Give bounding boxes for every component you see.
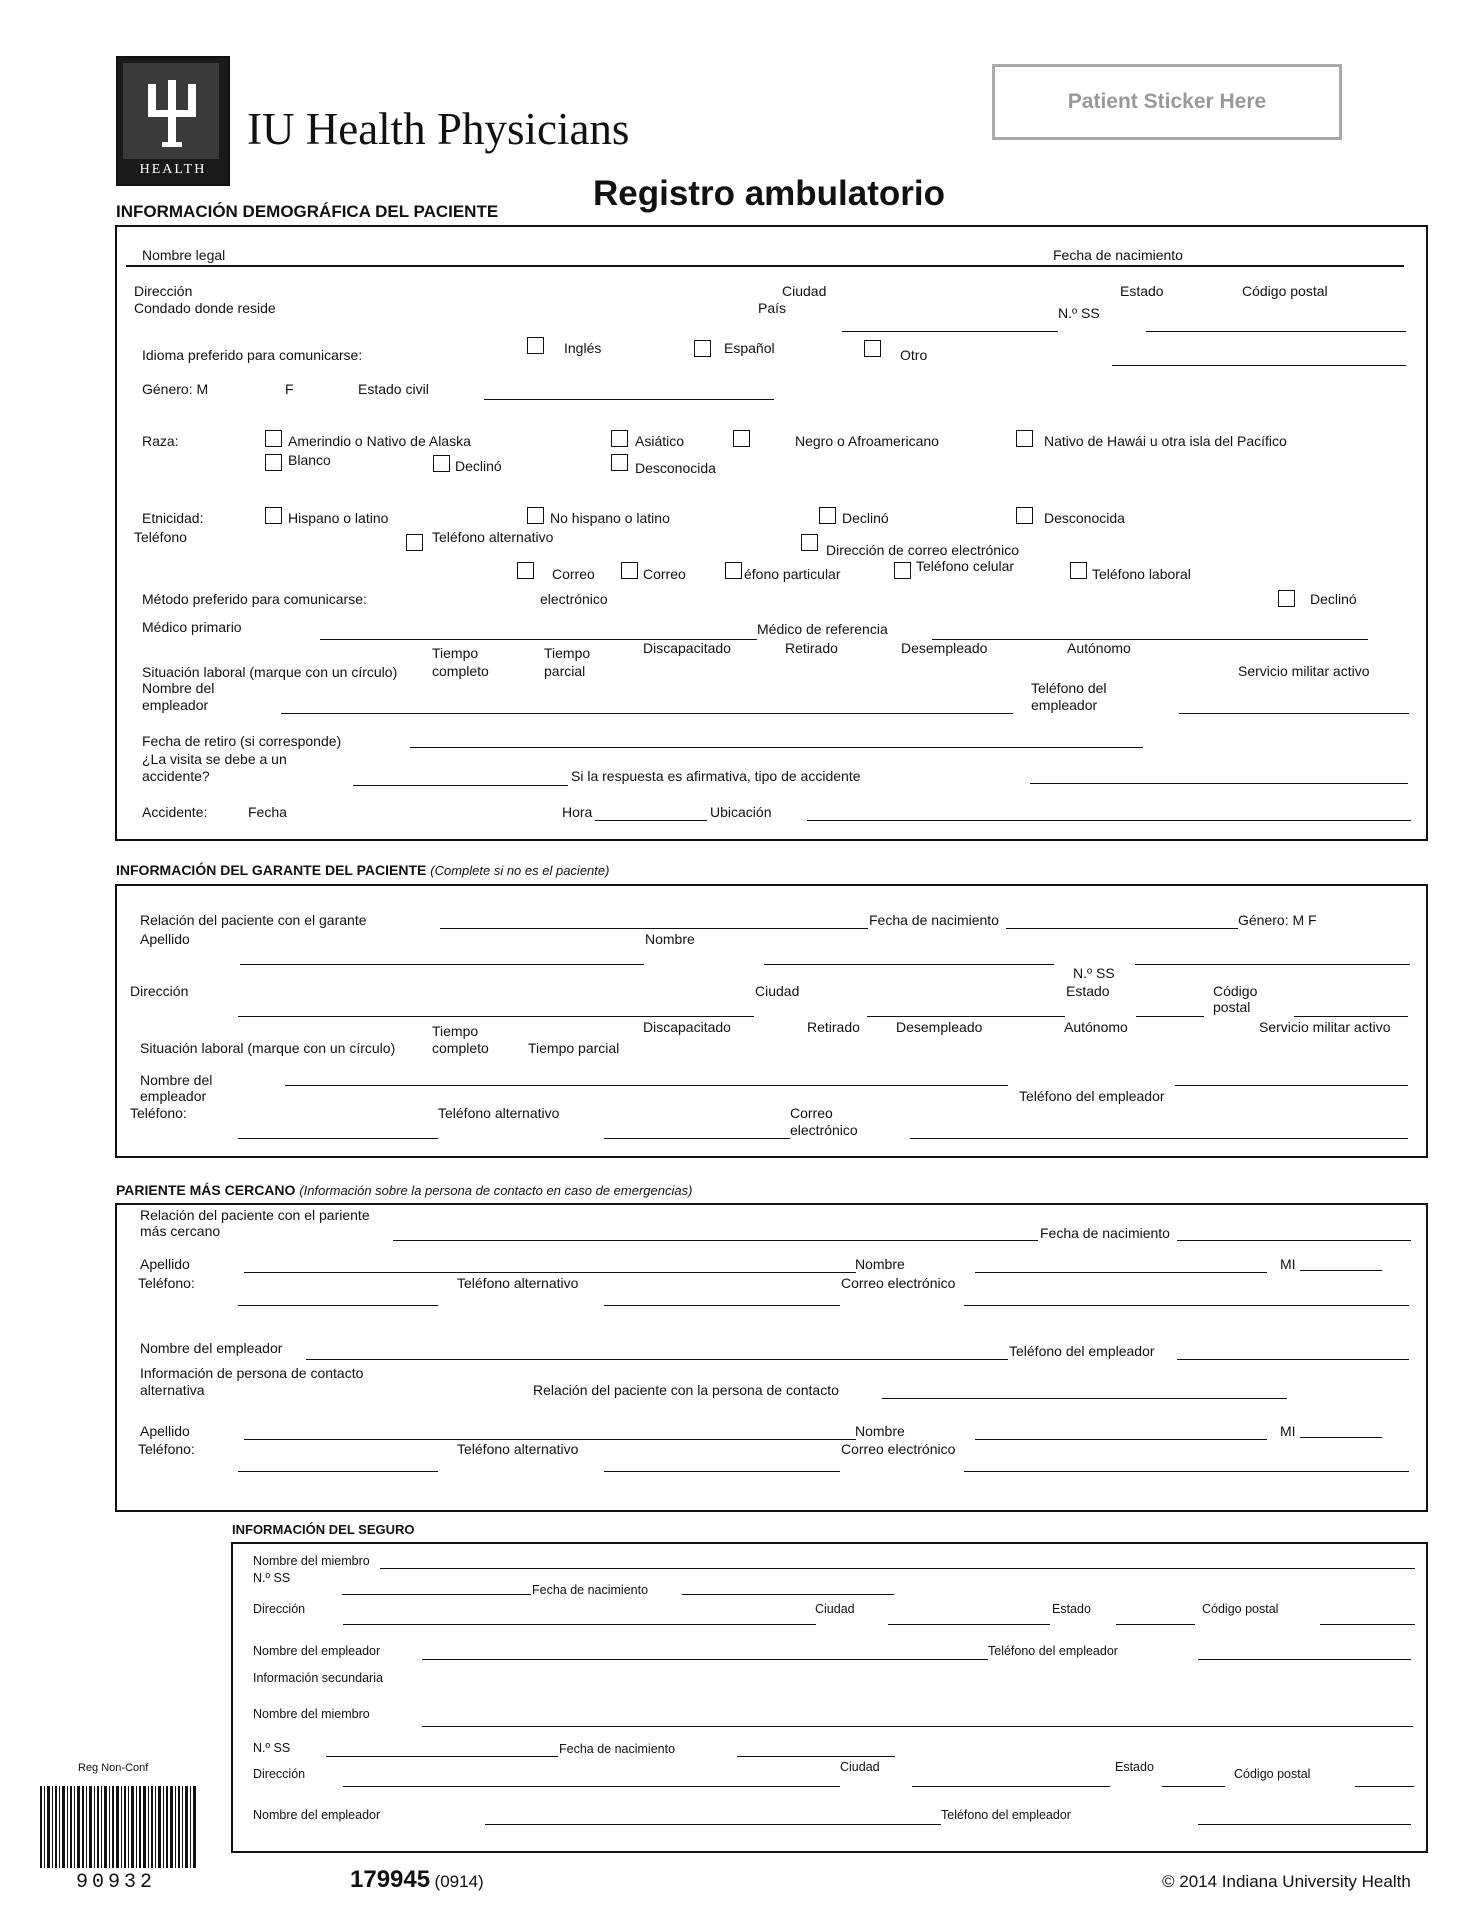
race-label: Raza: <box>142 433 179 449</box>
zip-label: Código postal <box>1242 283 1328 299</box>
r-birth-date-line[interactable] <box>1177 1240 1411 1241</box>
cm-work-checkbox[interactable] <box>1070 562 1087 579</box>
barcode-number: 90932 <box>76 1871 157 1894</box>
employer-name-line[interactable] <box>281 713 1013 714</box>
g-employer-name-label-2: empleador <box>140 1088 207 1104</box>
i-member-name2-label: Nombre del miembro <box>253 1707 370 1721</box>
g-first-name-line[interactable] <box>764 964 1054 965</box>
r-alt-contact-label-2: alternativa <box>140 1382 205 1398</box>
g-alt-phone-line[interactable] <box>604 1138 790 1139</box>
g-emp-fulltime-label-2: completo <box>432 1040 489 1056</box>
i-member-name-line[interactable] <box>380 1568 1415 1569</box>
g-email-label-2: electrónico <box>790 1122 858 1138</box>
i-birth-date2-label: Fecha de nacimiento <box>559 1742 676 1756</box>
guarantor-note: (Complete si no es el paciente) <box>430 863 610 878</box>
r-first-name2-label: Nombre <box>855 1423 905 1439</box>
language-label: Idioma preferido para comunicarse: <box>142 347 363 363</box>
r-employer-name-line[interactable] <box>306 1359 1008 1360</box>
r-alt-phone-line[interactable] <box>604 1305 840 1306</box>
r-phone-label: Teléfono: <box>138 1275 195 1291</box>
emp-fulltime-label-2: completo <box>432 663 489 679</box>
race-declined-label: Declinó <box>455 458 502 474</box>
org-name: IU Health Physicians <box>247 104 630 154</box>
i-state-label: Estado <box>1052 1602 1091 1616</box>
g-ssn-label: N.º SS <box>1073 965 1115 981</box>
g-zip-line[interactable] <box>1294 1016 1408 1017</box>
g-state-line[interactable] <box>1136 1016 1204 1017</box>
eth-nonhispanic-checkbox[interactable] <box>527 507 544 524</box>
gender-f-label: F <box>285 381 294 397</box>
g-employer-name-label-1: Nombre del <box>140 1072 213 1088</box>
i-address2-label: Dirección <box>253 1767 306 1781</box>
race-white-label: Blanco <box>288 452 331 468</box>
referring-doctor-line[interactable] <box>932 639 1368 640</box>
i-city2-line[interactable] <box>912 1786 1110 1787</box>
i-ssn-line[interactable] <box>342 1594 531 1595</box>
i-zip-label: Código postal <box>1202 1602 1279 1616</box>
g-birth-date-label: Fecha de nacimiento <box>869 912 999 928</box>
lang-en-label: Inglés <box>564 340 602 356</box>
cm-declined-checkbox[interactable] <box>1278 590 1295 607</box>
eth-hispanic-label: Hispano o latino <box>288 510 389 526</box>
i-birth-date2-line[interactable] <box>737 1756 895 1757</box>
page-title: Registro ambulatorio <box>593 174 945 213</box>
employer-name-label-2: empleador <box>142 697 209 713</box>
emp-retired-label: Retirado <box>785 640 838 656</box>
form-number-value: 179945 <box>350 1866 431 1893</box>
acc-date-label: Fecha <box>248 804 287 820</box>
patient-sticker-box <box>992 64 1342 140</box>
accident-type-label: Si la respuesta es afirmativa, tipo de accidente <box>571 768 861 784</box>
race-asian-label: Asiático <box>635 433 685 449</box>
r-mi2-label: MI <box>1280 1423 1296 1439</box>
g-last-name-line[interactable] <box>240 964 644 965</box>
emp-self-label: Autónomo <box>1067 640 1131 656</box>
city-label: Ciudad <box>782 283 827 299</box>
cm-electronic-label: electrónico <box>540 591 608 607</box>
race-hawaiian-label: Nativo de Hawái u otra isla del Pacífico <box>1044 433 1287 449</box>
form-number <box>350 1866 484 1894</box>
g-state-label: Estado <box>1066 983 1110 999</box>
retire-date-label: Fecha de retiro (si corresponde) <box>142 733 342 749</box>
g-alt-phone-label: Teléfono alternativo <box>438 1105 560 1121</box>
r-email2-line[interactable] <box>964 1471 1409 1472</box>
g-relation-line[interactable] <box>440 928 868 929</box>
eth-unknown-checkbox[interactable] <box>1016 507 1033 524</box>
g-city-line[interactable] <box>867 1016 1065 1017</box>
g-employer-phone-line[interactable] <box>1175 1085 1408 1086</box>
i-employer-phone-line[interactable] <box>1198 1659 1411 1660</box>
g-first-name-label: Nombre <box>645 931 695 947</box>
g-employment-label: Situación laboral (marque con un círculo) <box>140 1040 396 1056</box>
i-ssn2-label: N.º SS <box>253 1741 291 1755</box>
i-member-name-label: Nombre del miembro <box>253 1554 370 1568</box>
i-employer-name2-label: Nombre del empleador <box>253 1808 381 1822</box>
eth-declined-label: Declinó <box>842 510 889 526</box>
lang-en-checkbox[interactable] <box>527 337 544 354</box>
insurance-section <box>231 1542 1428 1853</box>
r-alt-relation-label: Relación del paciente con la persona de contacto <box>533 1382 839 1398</box>
emp-fulltime-label-1: Tiempo <box>432 645 479 661</box>
i-address-label: Dirección <box>253 1602 306 1616</box>
employer-phone-label-1: Teléfono del <box>1031 680 1107 696</box>
emp-disabled-label: Discapacitado <box>643 640 731 656</box>
i-address2-line[interactable] <box>343 1786 840 1787</box>
acc-time-line[interactable] <box>595 820 707 821</box>
g-address-label: Dirección <box>130 983 189 999</box>
g-employer-phone-label: Teléfono del empleador <box>1019 1088 1165 1104</box>
race-asian-checkbox[interactable] <box>611 430 628 447</box>
ssn-line[interactable] <box>1146 331 1406 332</box>
cm-work-label: Teléfono laboral <box>1092 566 1191 582</box>
g-relation-label: Relación del paciente con el garante <box>140 912 367 928</box>
cm-email-checkbox[interactable] <box>517 562 534 579</box>
g-employer-name-line[interactable] <box>285 1085 1008 1086</box>
lang-es-label: Español <box>724 340 775 356</box>
eth-hispanic-checkbox[interactable] <box>265 507 282 524</box>
eth-unknown-label: Desconocida <box>1044 510 1125 526</box>
r-alt-phone-label: Teléfono alternativo <box>457 1275 579 1291</box>
cm-cell-checkbox[interactable] <box>894 562 911 579</box>
contact-method-label: Método preferido para comunicarse: <box>142 591 367 607</box>
cm-mail2-label: Correo <box>643 566 686 582</box>
retire-date-line[interactable] <box>410 747 1143 748</box>
lang-es-checkbox[interactable] <box>694 340 711 357</box>
g-zip-label-1: Código <box>1213 983 1258 999</box>
i-city-label: Ciudad <box>815 1602 855 1616</box>
eth-declined-checkbox[interactable] <box>819 507 836 524</box>
alt-phone-label: Teléfono alternativo <box>432 529 554 545</box>
g-last-name-label: Apellido <box>140 931 190 947</box>
alt-phone-checkbox[interactable] <box>406 534 423 551</box>
employer-phone-label-2: empleador <box>1031 697 1098 713</box>
g-emp-military-label: Servicio militar activo <box>1259 1019 1391 1035</box>
i-city2-label: Ciudad <box>840 1760 880 1774</box>
i-employer-name-line[interactable] <box>422 1659 988 1660</box>
cm-mail-checkbox[interactable] <box>621 562 638 579</box>
g-phone-label: Teléfono: <box>130 1105 187 1121</box>
i-ssn2-line[interactable] <box>326 1756 558 1757</box>
eth-nonhispanic-label: No hispano o latino <box>550 510 670 526</box>
state-label: Estado <box>1120 283 1164 299</box>
referring-doctor-label: Médico de referencia <box>757 621 888 637</box>
r-mi2-line[interactable] <box>1300 1437 1382 1438</box>
i-employer-phone-label: Teléfono del empleador <box>988 1644 1118 1658</box>
accident-label: Accidente: <box>142 804 208 820</box>
r-relation-line[interactable] <box>393 1240 1038 1241</box>
cm-cell-label: Teléfono celular <box>916 558 1015 574</box>
g-emp-parttime-label: Tiempo parcial <box>528 1040 620 1056</box>
g-email-label-1: Correo <box>790 1105 833 1121</box>
i-employer-name-label: Nombre del empleador <box>253 1644 381 1658</box>
country-line[interactable] <box>842 331 1058 332</box>
g-phone-line[interactable] <box>238 1138 438 1139</box>
i-state-line[interactable] <box>1116 1624 1195 1625</box>
r-employer-phone-line[interactable] <box>1177 1359 1409 1360</box>
r-alt-relation-line[interactable] <box>882 1398 1287 1399</box>
r-alt-contact-label-1: Información de persona de contacto <box>140 1365 364 1381</box>
ssn-label: N.º SS <box>1058 305 1100 321</box>
country-label: País <box>758 300 787 316</box>
race-amerindian-checkbox[interactable] <box>265 430 282 447</box>
accident-answer-line[interactable] <box>353 785 568 786</box>
i-zip2-line[interactable] <box>1355 1786 1414 1787</box>
relative-title-text: PARIENTE MÁS CERCANO <box>116 1182 296 1198</box>
accident-question-1: ¿La visita se debe a un <box>142 751 287 767</box>
g-emp-retired-label: Retirado <box>807 1019 860 1035</box>
r-alt-phone2-line[interactable] <box>604 1471 840 1472</box>
county-label: Condado donde reside <box>134 300 276 316</box>
form-version: (0914) <box>434 1872 484 1891</box>
gender-label: Género: M <box>142 381 209 397</box>
i-zip-line[interactable] <box>1320 1624 1415 1625</box>
r-email2-label: Correo electrónico <box>841 1441 956 1457</box>
lang-other-checkbox[interactable] <box>864 340 881 357</box>
phone-label: Teléfono <box>134 529 187 545</box>
race-amerindian-label: Amerindio o Nativo de Alaska <box>288 433 471 449</box>
g-city-label: Ciudad <box>755 983 800 999</box>
i-member-name2-line[interactable] <box>422 1726 1413 1727</box>
marital-line[interactable] <box>484 399 774 400</box>
i-employer-phone2-line[interactable] <box>1198 1824 1411 1825</box>
r-birth-date-label: Fecha de nacimiento <box>1040 1225 1170 1241</box>
r-employer-name-label: Nombre del empleador <box>140 1340 283 1356</box>
i-birth-date-line[interactable] <box>682 1594 894 1595</box>
i-state2-line[interactable] <box>1162 1786 1225 1787</box>
address-label: Dirección <box>134 283 193 299</box>
cm-home-phone-checkbox[interactable] <box>725 562 742 579</box>
email-checkbox[interactable] <box>801 534 818 551</box>
legal-name-line[interactable] <box>126 265 1404 267</box>
legal-name-label: Nombre legal <box>142 247 226 263</box>
patient-section-title: INFORMACIÓN DEMOGRÁFICA DEL PACIENTE <box>116 202 499 221</box>
barcode <box>40 1786 196 1868</box>
i-employer-name2-line[interactable] <box>485 1824 941 1825</box>
email-address-label: Dirección de correo electrónico <box>826 542 1019 558</box>
i-employer-phone2-label: Teléfono del empleador <box>941 1808 1071 1822</box>
g-address-line[interactable] <box>238 1016 754 1017</box>
r-first-name-label: Nombre <box>855 1256 905 1272</box>
i-address-line[interactable] <box>343 1624 816 1625</box>
lang-other-label: Otro <box>900 347 928 363</box>
r-relation-label-1: Relación del paciente con el pariente <box>140 1207 370 1223</box>
i-birth-date-label: Fecha de nacimiento <box>532 1583 649 1597</box>
cm-mail-label: Correo <box>552 566 595 582</box>
r-email-line[interactable] <box>964 1305 1409 1306</box>
reg-label: Reg Non-Conf <box>78 1762 149 1774</box>
accident-question-2: accidente? <box>142 768 210 784</box>
g-email-line[interactable] <box>910 1138 1408 1139</box>
race-black-checkbox[interactable] <box>733 430 750 447</box>
accident-type-line[interactable] <box>1030 783 1408 784</box>
race-hawaiian-checkbox[interactable] <box>1016 430 1033 447</box>
lang-other-line[interactable] <box>1112 365 1406 366</box>
r-first-name2-line[interactable] <box>975 1439 1267 1440</box>
guarantor-section-title <box>116 862 609 878</box>
r-phone2-line[interactable] <box>238 1471 438 1472</box>
g-gender-label: Género: M F <box>1238 912 1317 928</box>
g-ssn-line[interactable] <box>1135 964 1410 965</box>
r-mi-line[interactable] <box>1300 1270 1382 1271</box>
emp-military-label: Servicio militar activo <box>1238 663 1370 679</box>
sticker-label: Patient Sticker Here <box>1067 90 1267 113</box>
r-email-label: Correo electrónico <box>841 1275 956 1291</box>
employer-name-label-1: Nombre del <box>142 680 215 696</box>
i-zip2-label: Código postal <box>1234 1767 1311 1781</box>
guarantor-title-text: INFORMACIÓN DEL GARANTE DEL PACIENTE <box>116 862 427 878</box>
r-last-name-label: Apellido <box>140 1256 190 1272</box>
logo-text: HEALTH <box>139 162 207 177</box>
i-secondary-label: Información secundaria <box>253 1671 383 1685</box>
r-phone-line[interactable] <box>238 1305 438 1306</box>
acc-location-label: Ubicación <box>710 804 772 820</box>
birth-date-label: Fecha de nacimiento <box>1053 247 1183 263</box>
race-white-checkbox[interactable] <box>265 454 282 471</box>
copyright: © 2014 Indiana University Health <box>1162 1872 1411 1891</box>
trident-icon <box>146 80 198 150</box>
g-emp-fulltime-label-1: Tiempo <box>432 1023 479 1039</box>
emp-parttime-label-2: parcial <box>544 663 586 679</box>
cm-declined-label: Declinó <box>1310 591 1357 607</box>
r-alt-phone2-label: Teléfono alternativo <box>457 1441 579 1457</box>
i-state2-label: Estado <box>1115 1760 1154 1774</box>
r-mi-label: MI <box>1280 1256 1296 1272</box>
emp-unemployed-label: Desempleado <box>901 640 988 656</box>
logo <box>116 56 230 186</box>
g-zip-label-2: postal <box>1213 999 1251 1015</box>
g-birth-date-line[interactable] <box>1006 928 1238 929</box>
ethnicity-label: Etnicidad: <box>142 510 204 526</box>
r-employer-phone-label: Teléfono del empleador <box>1009 1343 1155 1359</box>
g-emp-unemployed-label: Desempleado <box>896 1019 983 1035</box>
cm-home-phone-label: éfono particular <box>744 566 841 582</box>
r-last-name-line[interactable] <box>244 1272 856 1273</box>
primary-doctor-label: Médico primario <box>142 619 242 635</box>
race-unknown-label: Desconocida <box>635 460 716 476</box>
race-black-label: Negro o Afroamericano <box>795 433 939 449</box>
employer-phone-line[interactable] <box>1179 713 1409 714</box>
marital-label: Estado civil <box>358 381 429 397</box>
race-declined-checkbox[interactable] <box>433 455 450 472</box>
g-emp-self-label: Autónomo <box>1064 1019 1128 1035</box>
r-last-name2-label: Apellido <box>140 1423 190 1439</box>
acc-location-line[interactable] <box>807 820 1411 821</box>
i-ssn-label: N.º SS <box>253 1571 291 1585</box>
g-emp-disabled-label: Discapacitado <box>643 1019 731 1035</box>
i-city-line[interactable] <box>888 1624 1050 1625</box>
acc-time-label: Hora <box>562 804 593 820</box>
emp-parttime-label-1: Tiempo <box>544 645 591 661</box>
employment-label: Situación laboral (marque con un círculo) <box>142 664 398 680</box>
relative-section <box>115 1203 1428 1512</box>
r-relation-label-2: más cercano <box>140 1223 221 1239</box>
r-first-name-line[interactable] <box>975 1272 1267 1273</box>
insurance-section-title: INFORMACIÓN DEL SEGURO <box>232 1522 415 1537</box>
r-phone2-label: Teléfono: <box>138 1441 195 1457</box>
relative-note: (Información sobre la persona de contacto en caso de emergencias) <box>299 1183 693 1198</box>
race-unknown-checkbox[interactable] <box>611 454 628 471</box>
r-last-name2-line[interactable] <box>244 1439 856 1440</box>
relative-section-title <box>116 1182 692 1198</box>
